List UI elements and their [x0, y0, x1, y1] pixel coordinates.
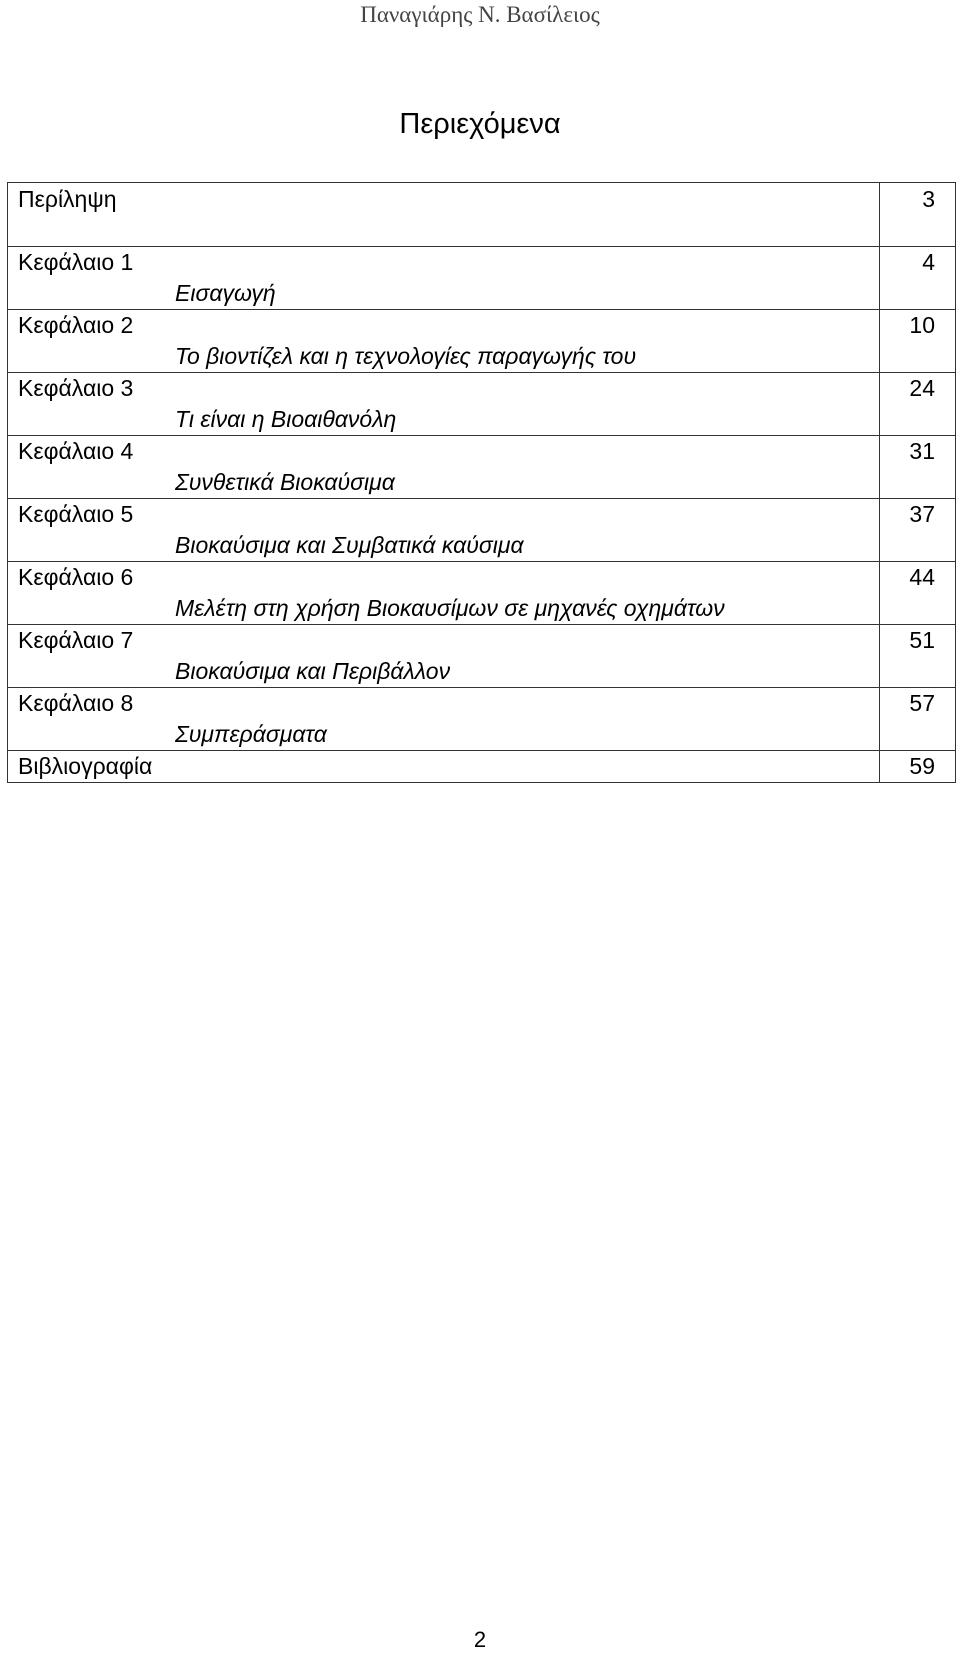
chapter-subtitle: Συμπεράσματα [175, 721, 327, 747]
running-header-author: Παναγιάρης Ν. Βασίλειος [360, 2, 600, 27]
toc-row-chapter-7 [8, 625, 956, 688]
toc-page-number: 57 [909, 690, 935, 716]
toc-page-number: 51 [909, 627, 935, 653]
chapter-label: Κεφάλαιο 7 [18, 627, 134, 653]
toc-row-summary [8, 183, 956, 247]
chapter-subtitle: Μελέτη στη χρήση Βιοκαυσίμων σε μηχανές οχημάτων [175, 595, 725, 621]
chapter-label: Κεφάλαιο 8 [18, 690, 134, 716]
page-number: 2 [473, 1627, 487, 1652]
toc-page-number: 59 [909, 753, 935, 779]
toc-page-number: 44 [909, 564, 935, 590]
toc-row-chapter-6 [8, 562, 956, 625]
chapter-subtitle: Βιοκαύσιμα και Συμβατικά καύσιμα [175, 532, 524, 558]
toc-page-number: 31 [909, 438, 935, 464]
bibliography-label: Βιβλιογραφία [18, 753, 153, 779]
chapter-label: Κεφάλαιο 2 [18, 312, 134, 338]
chapter-label: Κεφάλαιο 4 [18, 438, 134, 464]
toc-row-chapter-1 [8, 247, 956, 310]
toc-page-number: 10 [909, 312, 935, 338]
toc-row-chapter-5 [8, 499, 956, 562]
toc-row-bibliography [8, 751, 956, 783]
toc-entry-label: Περίληψη [18, 186, 117, 212]
chapter-label: Κεφάλαιο 6 [18, 564, 134, 590]
chapter-label: Κεφάλαιο 1 [18, 249, 134, 275]
toc-page-number: 3 [922, 186, 935, 212]
toc-page-number: 37 [909, 501, 935, 527]
chapter-subtitle: Το βιοντίζελ και η τεχνολογίες παραγωγής του [175, 343, 637, 369]
chapter-subtitle: Τι είναι η Βιοαιθανόλη [175, 406, 397, 432]
toc-page-number: 24 [909, 375, 935, 401]
toc-table [7, 182, 956, 783]
chapter-subtitle: Βιοκαύσιμα και Περιβάλλον [175, 658, 451, 684]
toc-row-chapter-4 [8, 436, 956, 499]
chapter-subtitle: Συνθετικά Βιοκαύσιμα [175, 469, 395, 495]
toc-title: Περιεχόμενα [399, 108, 561, 140]
chapter-label: Κεφάλαιο 3 [18, 375, 134, 401]
toc-row-chapter-8 [8, 688, 956, 751]
toc-row-chapter-3 [8, 373, 956, 436]
toc-page-number: 4 [922, 249, 935, 275]
chapter-subtitle: Εισαγωγή [175, 280, 276, 306]
chapter-label: Κεφάλαιο 5 [18, 501, 134, 527]
toc-row-chapter-2 [8, 310, 956, 373]
